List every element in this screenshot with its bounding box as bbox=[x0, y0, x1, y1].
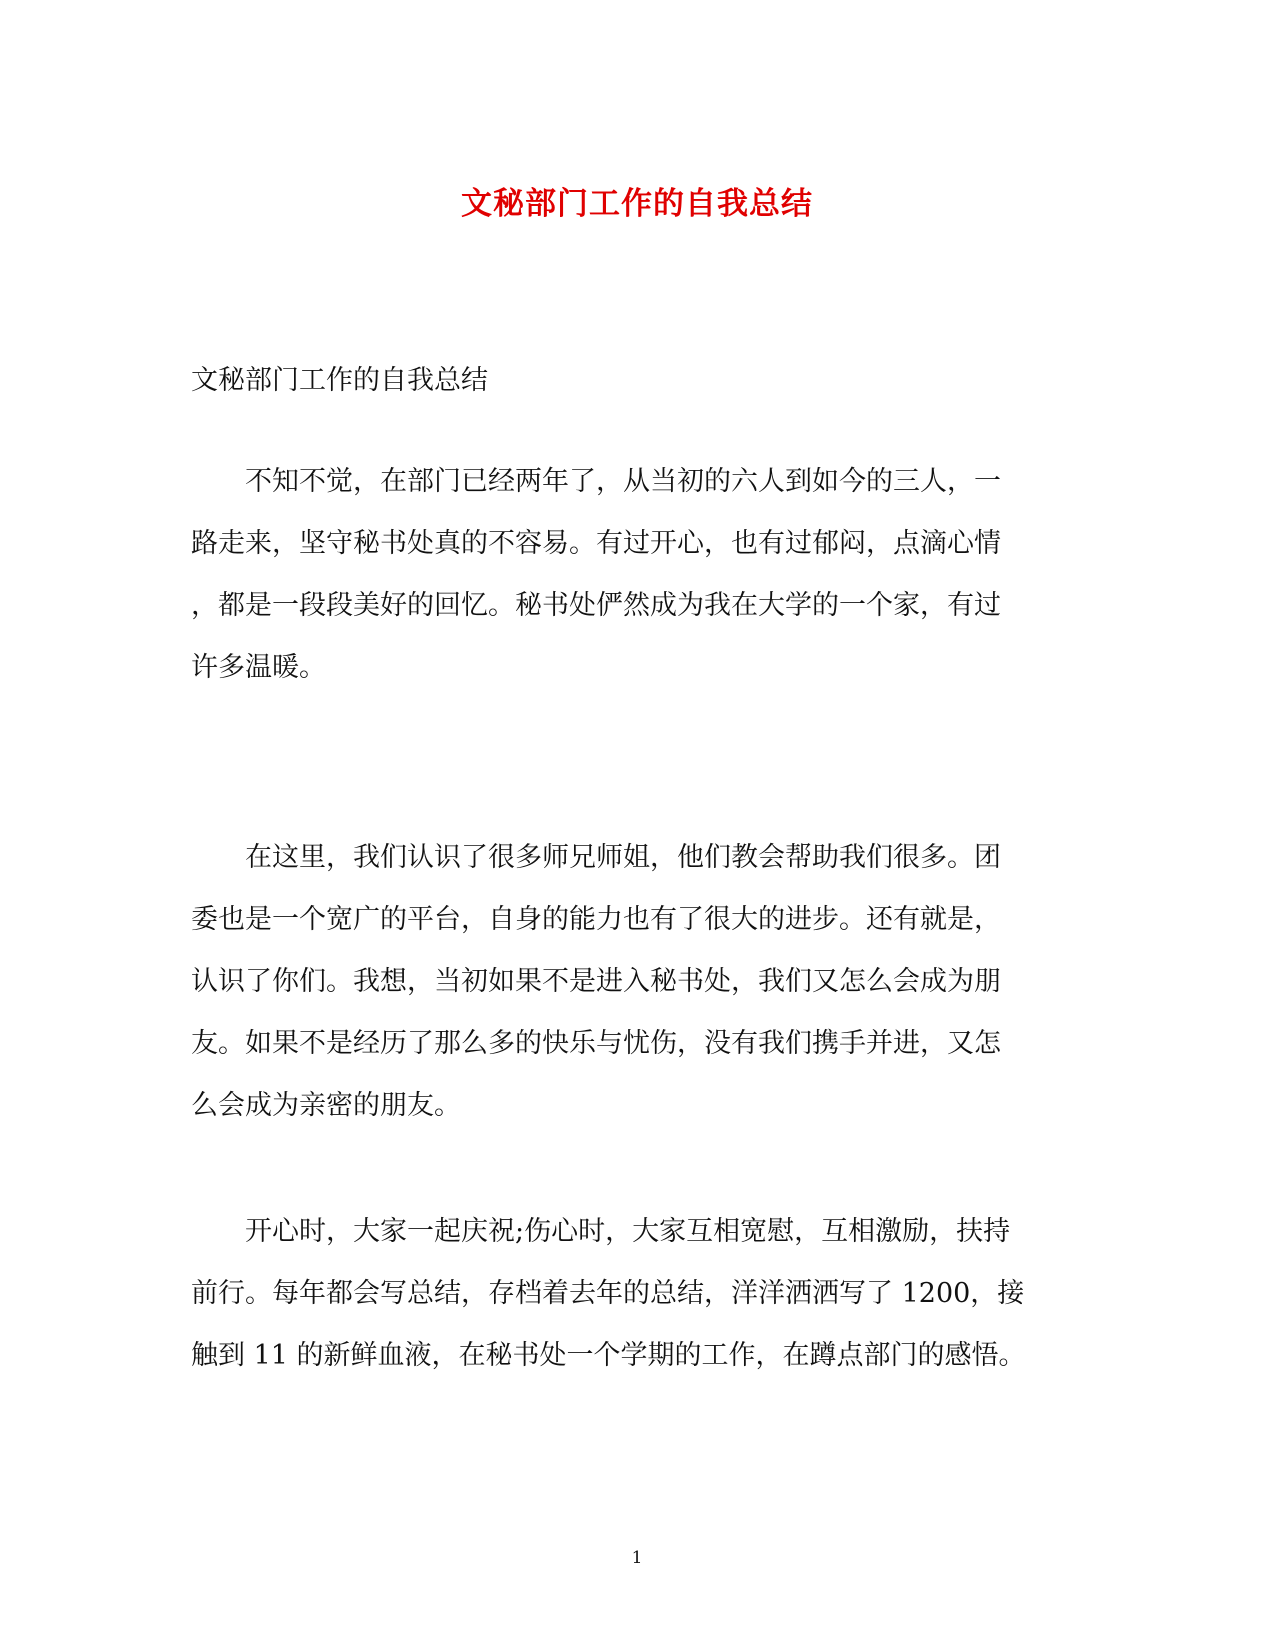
paragraph-line: 开心时，大家一起庆祝;伤心时，大家互相宽慰，互相激励，扶持 bbox=[191, 1216, 1011, 1247]
document-title: 文秘部门工作的自我总结 bbox=[461, 186, 813, 222]
paragraph-line: 认识了你们。我想，当初如果不是进入秘书处，我们又怎么会成为朋 bbox=[191, 966, 1001, 997]
paragraph-line: 不知不觉，在部门已经两年了，从当初的六人到如今的三人，一 bbox=[191, 466, 1001, 497]
paragraph-line: 在这里，我们认识了很多师兄师姐，他们教会帮助我们很多。团 bbox=[191, 842, 1001, 873]
paragraph-line: 触到 11 的新鲜血液，在秘书处一个学期的工作，在蹲点部门的感悟。 bbox=[191, 1340, 1026, 1371]
paragraph-line: 委也是一个宽广的平台，自身的能力也有了很大的进步。还有就是， bbox=[191, 904, 1001, 935]
paragraph-line: 路走来，坚守秘书处真的不容易。有过开心，也有过郁闷，点滴心情 bbox=[191, 528, 1001, 559]
paragraph-line: 友。如果不是经历了那么多的快乐与忧伤，没有我们携手并进，又怎 bbox=[191, 1028, 1001, 1059]
page-number: 1 bbox=[631, 1548, 643, 1568]
paragraph-line: 许多温暖。 bbox=[191, 652, 326, 683]
paragraph-line: 前行。每年都会写总结，存档着去年的总结，洋洋洒洒写了 1200，接 bbox=[191, 1278, 1025, 1309]
paragraph-line: ，都是一段段美好的回忆。秘书处俨然成为我在大学的一个家，有过 bbox=[191, 590, 1001, 621]
document-subtitle: 文秘部门工作的自我总结 bbox=[191, 365, 488, 396]
paragraph-line: 么会成为亲密的朋友。 bbox=[191, 1090, 461, 1121]
